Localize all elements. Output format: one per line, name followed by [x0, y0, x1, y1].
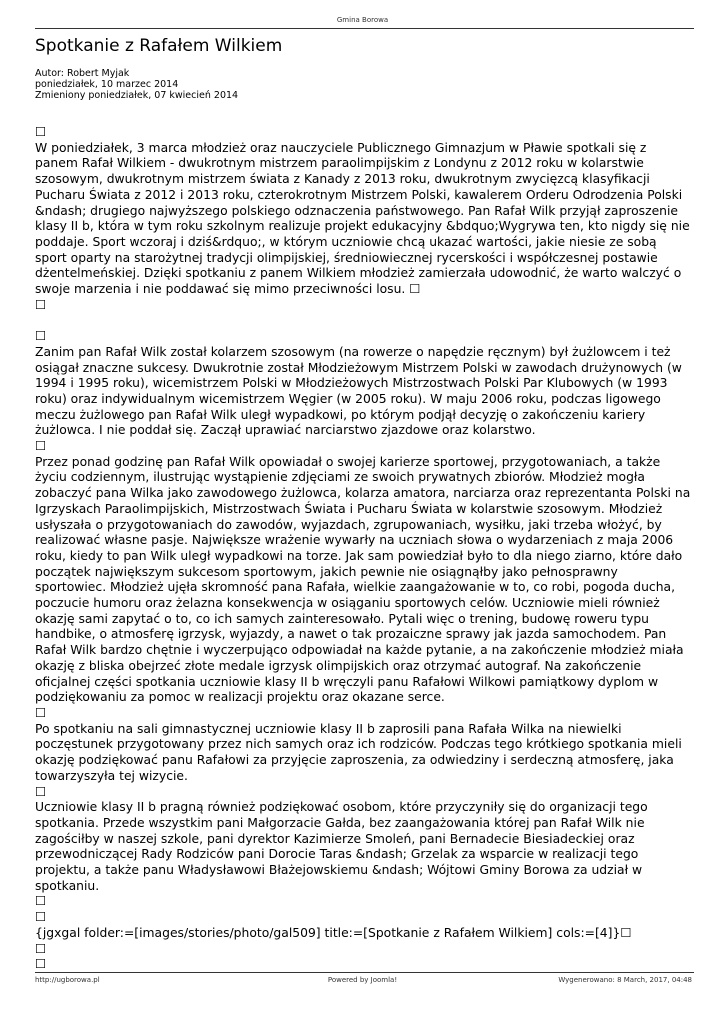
- paragraph-5: Uczniowie klasy II b pragną również podziękować osobom, które przyczyniły się do organizacji tego spotkania. Przede wszystkim pani Małgorzacie Gałda, bez zaangażowania której pan Rafał Wilk nie zagościłby w naszej szkole, pani dyrektor Kazimierze Smoleń, pani Bernadecie Biesiadeckiej oraz przewodniczącej Rady Rodziców pani Dorocie Taras &ndash; Grzelak za wsparcie w realizacji tego projektu, a także panu Władysławowi Błażejowskiemu &ndash; Wójtowi Gminy Borowa za udział w spotkaniu.: [35, 800, 648, 893]
- placeholder-box-icon: ☐: [35, 894, 47, 909]
- article-title: Spotkanie z Rafałem Wilkiem: [35, 36, 283, 56]
- placeholder-box-icon: ☐: [35, 910, 47, 925]
- placeholder-box-icon: ☐: [35, 297, 47, 312]
- site-header: Gmina Borowa: [336, 16, 389, 24]
- paragraph-1: W poniedziałek, 3 marca młodzież oraz nauczyciele Publicznego Gimnazjum w Pławie spotkali się z panem Rafał Wilkiem - dwukrotnym mistrzem paraolimpijskim z Londynu z 2012 roku w kolarstwie szosowym, dwukrotnym mistrzem świata z Kanady z 2013 roku, dwukrotnym zwycięzcą klasyfikacji Pucharu Świata z 2012 i 2013 roku, czterokrotnym Mistrzem Polski, kawalerem Orderu Odrodzenia Polski &ndash; drugiego najwyższego polskiego odznaczenia państwowego. Pan Rafał Wilk przyjął zaproszenie klasy II b, która w tym roku szkolnym realizuje projekt edukacyjny &bdquo;Wygrywa ten, kto nigdy się nie poddaje. Sport wczoraj i dziś&rdquo;, w którym uczniowie chcą ukazać wartości, jakie niesie ze sobą sport oparty na starożytnej tradycji olimpijskiej, średniowiecznej rycerskości i współczesnej postawie dżentelmeńskiej. Dzięki spotkaniu z panem Wilkiem młodzież zamierzała udowodnić, że warto walczyć o swoje marzenia i nie poddawać się mimo przeciwności losu. ☐: [35, 140, 690, 297]
- placeholder-box-icon: ☐: [620, 925, 632, 940]
- article-meta: [35, 68, 238, 101]
- placeholder-box-icon: ☐: [35, 706, 47, 720]
- created-date: poniedziałek, 10 marzec 2014: [35, 79, 179, 90]
- footer-generated: Wygenerowano: 8 March, 2017, 04:48: [558, 976, 692, 984]
- author-line: Autor: Robert Myjak: [35, 68, 130, 79]
- paragraph-2: Zanim pan Rafał Wilk został kolarzem szosowym (na rowerze o napędzie ręcznym) był żużlowcem i też osiągał znaczne sukcesy. Dwukrotnie został Młodzieżowym Mistrzem Polski w zawodach drużynowych (w 1994 i 1995 roku), wicemistrzem Polski w Młodzieżowych Mistrzostwach Polski Par Klubowych (w 1993 roku) oraz indywidualnym wicemistrzem Węgier (w 2005 roku). W maju 2006 roku, podczas ligowego meczu żużlowego pan Rafał Wilk uległ wypadkowi, po którym podjął decyzję o zakończeniu kariery żużlowca. I nie poddał się. Zaczął uprawiać narciarstwo zjazdowe oraz kolarstwo.: [35, 344, 682, 438]
- placeholder-box-icon: ☐: [35, 941, 47, 956]
- placeholder-box-icon: ☐: [35, 784, 47, 799]
- placeholder-box-icon: ☐: [35, 957, 47, 972]
- footer-powered: Powered by Joomla!: [327, 976, 398, 984]
- paragraph-4: Po spotkaniu na sali gimnastycznej uczniowie klasy II b zaprosili pana Rafała Wilka na niewielki poczęstunek przygotowany przez nich samych oraz ich rodziców. Podczas tego krótkiego spotkania mieli okazję podziękować panu Rafałowi za przyjęcie zaproszenia, za odwiedziny i serdeczną atmosferę, jaka towarzyszyła tej wizycie.: [35, 721, 682, 783]
- placeholder-box-icon: ☐: [409, 282, 421, 297]
- modified-date: Zmieniony poniedziałek, 07 kwiecień 2014: [35, 90, 239, 101]
- footer-divider: [35, 972, 694, 973]
- footer-url[interactable]: http://ugborowa.pl: [35, 976, 100, 984]
- placeholder-box-icon: ☐: [35, 439, 47, 454]
- placeholder-box-icon: ☐: [35, 329, 47, 344]
- header-divider: [35, 28, 694, 29]
- article-body: [35, 125, 692, 973]
- paragraph-3: Przez ponad godzinę pan Rafał Wilk opowiadał o swojej karierze sportowej, przygotowaniach, a także życiu codziennym, ilustrując wystąpienie zdjęciami ze swoich prywatnych zbiorów. Młodzież mogła zobaczyć pana Wilka jako zawodowego żużlowca, kolarza amatora, narciarza oraz reprezentanta Polski na Igrzyskach Paraolimpijskich, Mistrzostwach Świata i Pucharu Świata w kolarstwie szosowym. Młodzież usłyszała o przygotowaniach do zawodów, wyjazdach, zgrupowaniach, wysiłku, jaki trzeba włożyć, by realizować własne pasje. Największe wrażenie wywarły na uczniach słowa o wydarzeniach z maja 2006 roku, kiedy to pan Wilk uległ wypadkowi na torze. Jak sam powiedział było to dla niego ziarno, które dało początek największym sukcesom sportowym, jakich pewnie nie osiągnąłby jako pełnosprawny sportowiec. Młodzież ujęła skromność pana Rafała, wielkie zaangażowanie w to, co robi, pogoda ducha, poczucie humoru oraz żelazna konsekwencja w osiąganiu sportowych celów. Uczniowie mieli również okazję sami zapytać o to, co ich samych zainteresowało. Pytali więc o trening, budowę roweru typu handbike, o atmosferę igrzysk, wyjazdy, a nawet o tak prozaiczne sprawy jak jazda samochodem. Pan Rafał Wilk bardzo chętnie i wyczerpująco odpowiadał na każde pytanie, a na zakończenie młodzież miała okazję z bliska obejrzeć złote medale igrzysk olimpijskich oraz otrzymać autograf. Na zakończenie oficjalnej części spotkania uczniowie klasy II b wręczyli panu Rafałowi Wilkowi pamiątkowy dyplom w podziękowaniu za pomoc w realizacji projektu oraz okazane serce.: [35, 454, 691, 705]
- placeholder-box-icon: ☐: [35, 125, 47, 139]
- gallery-code: {jgxgal folder:=[images/stories/photo/gal509] title:=[Spotkanie z Rafałem Wilkiem] cols:=[4]}☐: [35, 925, 632, 940]
